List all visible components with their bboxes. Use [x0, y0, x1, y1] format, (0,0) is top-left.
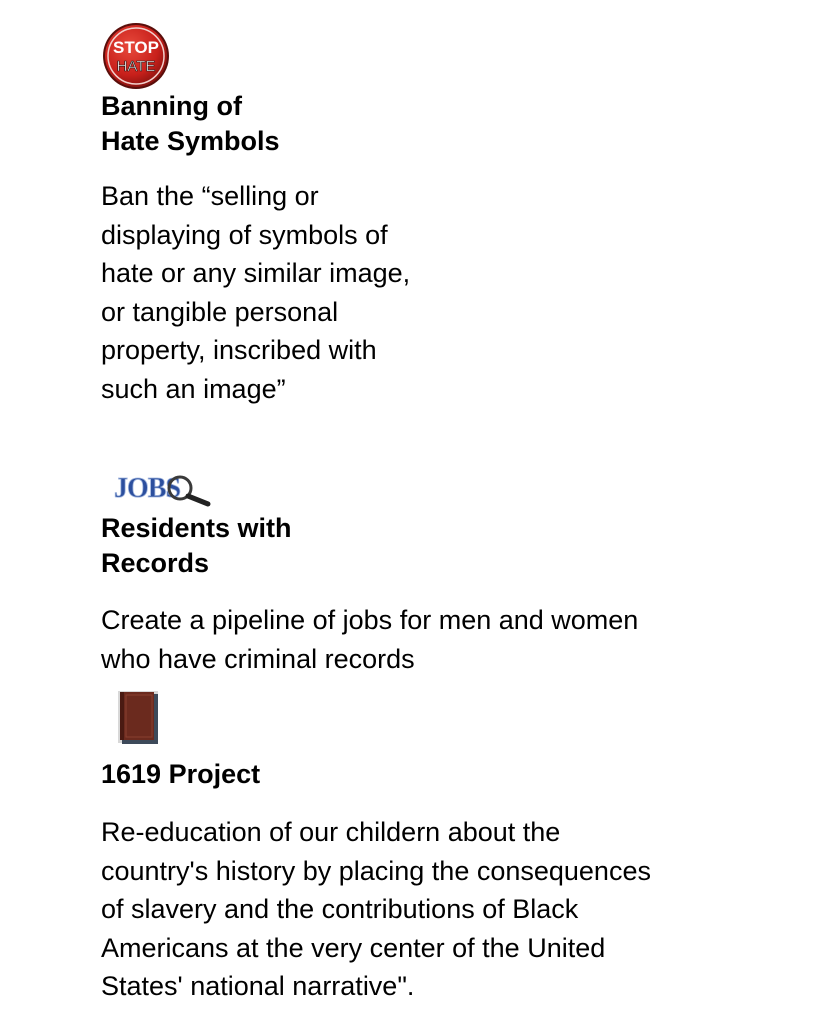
section-title — [101, 89, 801, 159]
body-line: Create a pipeline of jobs for men and women — [101, 605, 639, 635]
body-line: States' national narrative". — [101, 971, 415, 1001]
body-line: such an image” — [101, 373, 286, 404]
title-line: Records — [101, 548, 210, 578]
body-line: hate or any similar image, — [101, 258, 411, 288]
body-line: Americans at the very center of the United — [101, 932, 606, 963]
title-line: Banning of — [101, 91, 242, 121]
stop-sign-text: STOP — [113, 38, 159, 57]
jobs-magnifier-icon — [104, 466, 212, 508]
section-title — [101, 757, 801, 792]
section-1619-project — [101, 757, 801, 1006]
stop-hate-sign-icon — [101, 21, 171, 91]
body-line: displaying of symbols of — [101, 219, 388, 250]
hate-sign-text: HATE — [116, 58, 156, 75]
section-title — [101, 511, 801, 581]
section-body — [101, 601, 801, 678]
body-line: or tangible personal — [101, 296, 339, 327]
body-line: of slavery and the contributions of Black — [101, 894, 579, 924]
title-line: Residents with — [101, 513, 292, 543]
book-icon — [104, 678, 184, 758]
section-residents-records — [101, 511, 801, 678]
title-line: Hate Symbols — [101, 126, 280, 156]
body-line: country's history by placing the consequences — [101, 855, 651, 886]
section-hate-symbols — [101, 89, 801, 408]
body-line: property, inscribed with — [101, 335, 377, 365]
body-line: who have criminal records — [101, 643, 415, 674]
body-line: Ban the “selling or — [101, 181, 319, 211]
body-line: Re-education of our childern about the — [101, 817, 561, 847]
title-line: 1619 Project — [101, 759, 261, 789]
section-body — [101, 177, 801, 408]
section-body — [101, 813, 801, 1006]
jobs-logo-text: JOBS — [114, 473, 181, 504]
